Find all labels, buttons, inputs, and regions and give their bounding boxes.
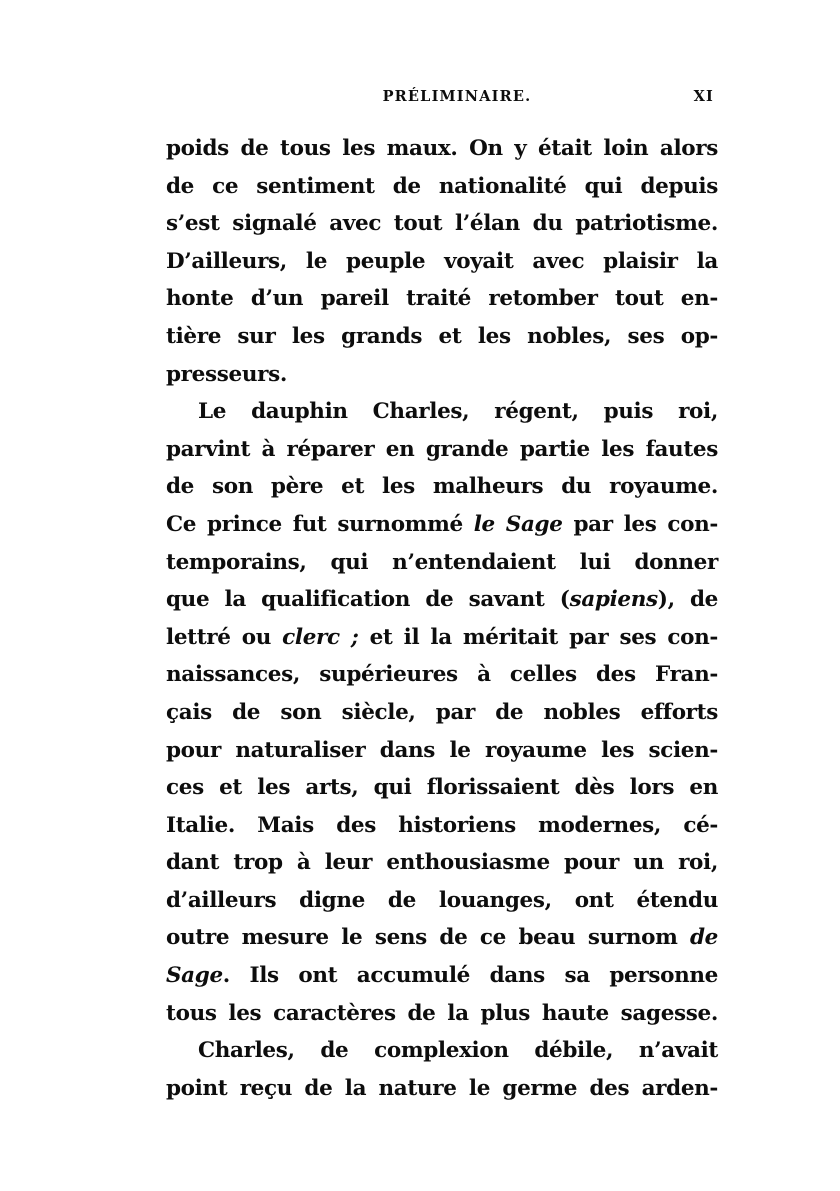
- text-line: tous les caractères de la plus haute sagesse.: [166, 1000, 718, 1026]
- text-line: dant trop à leur enthousiasme pour un roi,: [166, 850, 718, 876]
- text-line: de ce sentiment de nationalité qui depuis: [166, 173, 718, 199]
- italic-segment: Sage: [166, 963, 223, 989]
- text-line: ces et les arts, qui florissaient dès lors en: [166, 775, 718, 801]
- text-segment: par les con-: [562, 511, 718, 537]
- text-line: çais de son siècle, par de nobles efforts: [166, 699, 718, 725]
- text-line: Le dauphin Charles, régent, puis roi,: [198, 399, 718, 425]
- text-line: tière sur les grands et les nobles, ses op-: [166, 323, 718, 349]
- text-segment: lettré ou: [166, 624, 283, 650]
- text-line: [166, 581, 718, 619]
- text-line: s’est signalé avec tout l’élan du patriotisme.: [166, 211, 718, 237]
- italic-segment: clerc ;: [282, 624, 359, 650]
- text-line: presseurs.: [166, 361, 287, 387]
- text-line: Charles, de complexion débile, n’avait: [198, 1038, 718, 1064]
- italic-segment: de: [689, 925, 718, 951]
- text-line: pour naturaliser dans le royaume les scien-: [166, 737, 718, 763]
- page-number: XI: [693, 88, 714, 105]
- text-line: naissances, supérieures à celles des Fran-: [166, 662, 718, 688]
- text-segment: Ce prince fut surnommé: [166, 511, 474, 537]
- text-line: d’ailleurs digne de louanges, ont étendu: [166, 887, 718, 913]
- text-line: Italie. Mais des historiens modernes, cé-: [166, 812, 718, 838]
- running-head-title: PRÉLIMINAIRE.: [382, 88, 532, 105]
- body-text: [166, 130, 718, 1107]
- text-segment: ), de: [657, 587, 718, 613]
- running-head: [166, 88, 714, 112]
- text-segment: que la qualification de savant (: [166, 587, 570, 613]
- text-line: poids de tous les maux. On y était loin alors: [166, 136, 718, 161]
- text-line: D’ailleurs, le peuple voyait avec plaisir la: [166, 248, 718, 274]
- text-line: de son père et les malheurs du royaume.: [166, 474, 718, 500]
- text-line: [166, 957, 718, 995]
- text-line: temporains, qui n’entendaient lui donner: [166, 549, 718, 575]
- italic-segment: sapiens: [569, 587, 658, 613]
- text-line: honte d’un pareil traité retomber tout en-: [166, 286, 718, 312]
- text-segment: et il la méritait par ses con-: [358, 624, 719, 650]
- text-segment: outre mesure le sens de ce beau surnom: [166, 925, 690, 951]
- text-line: [166, 619, 718, 657]
- text-line: [166, 506, 718, 544]
- text-line: parvint à réparer en grande partie les fautes: [166, 436, 718, 462]
- italic-segment: le Sage: [473, 511, 563, 537]
- text-line: [166, 919, 718, 957]
- text-line: point reçu de la nature le germe des arden-: [166, 1075, 718, 1101]
- text-segment: . Ils ont accumulé dans sa personne: [222, 963, 718, 989]
